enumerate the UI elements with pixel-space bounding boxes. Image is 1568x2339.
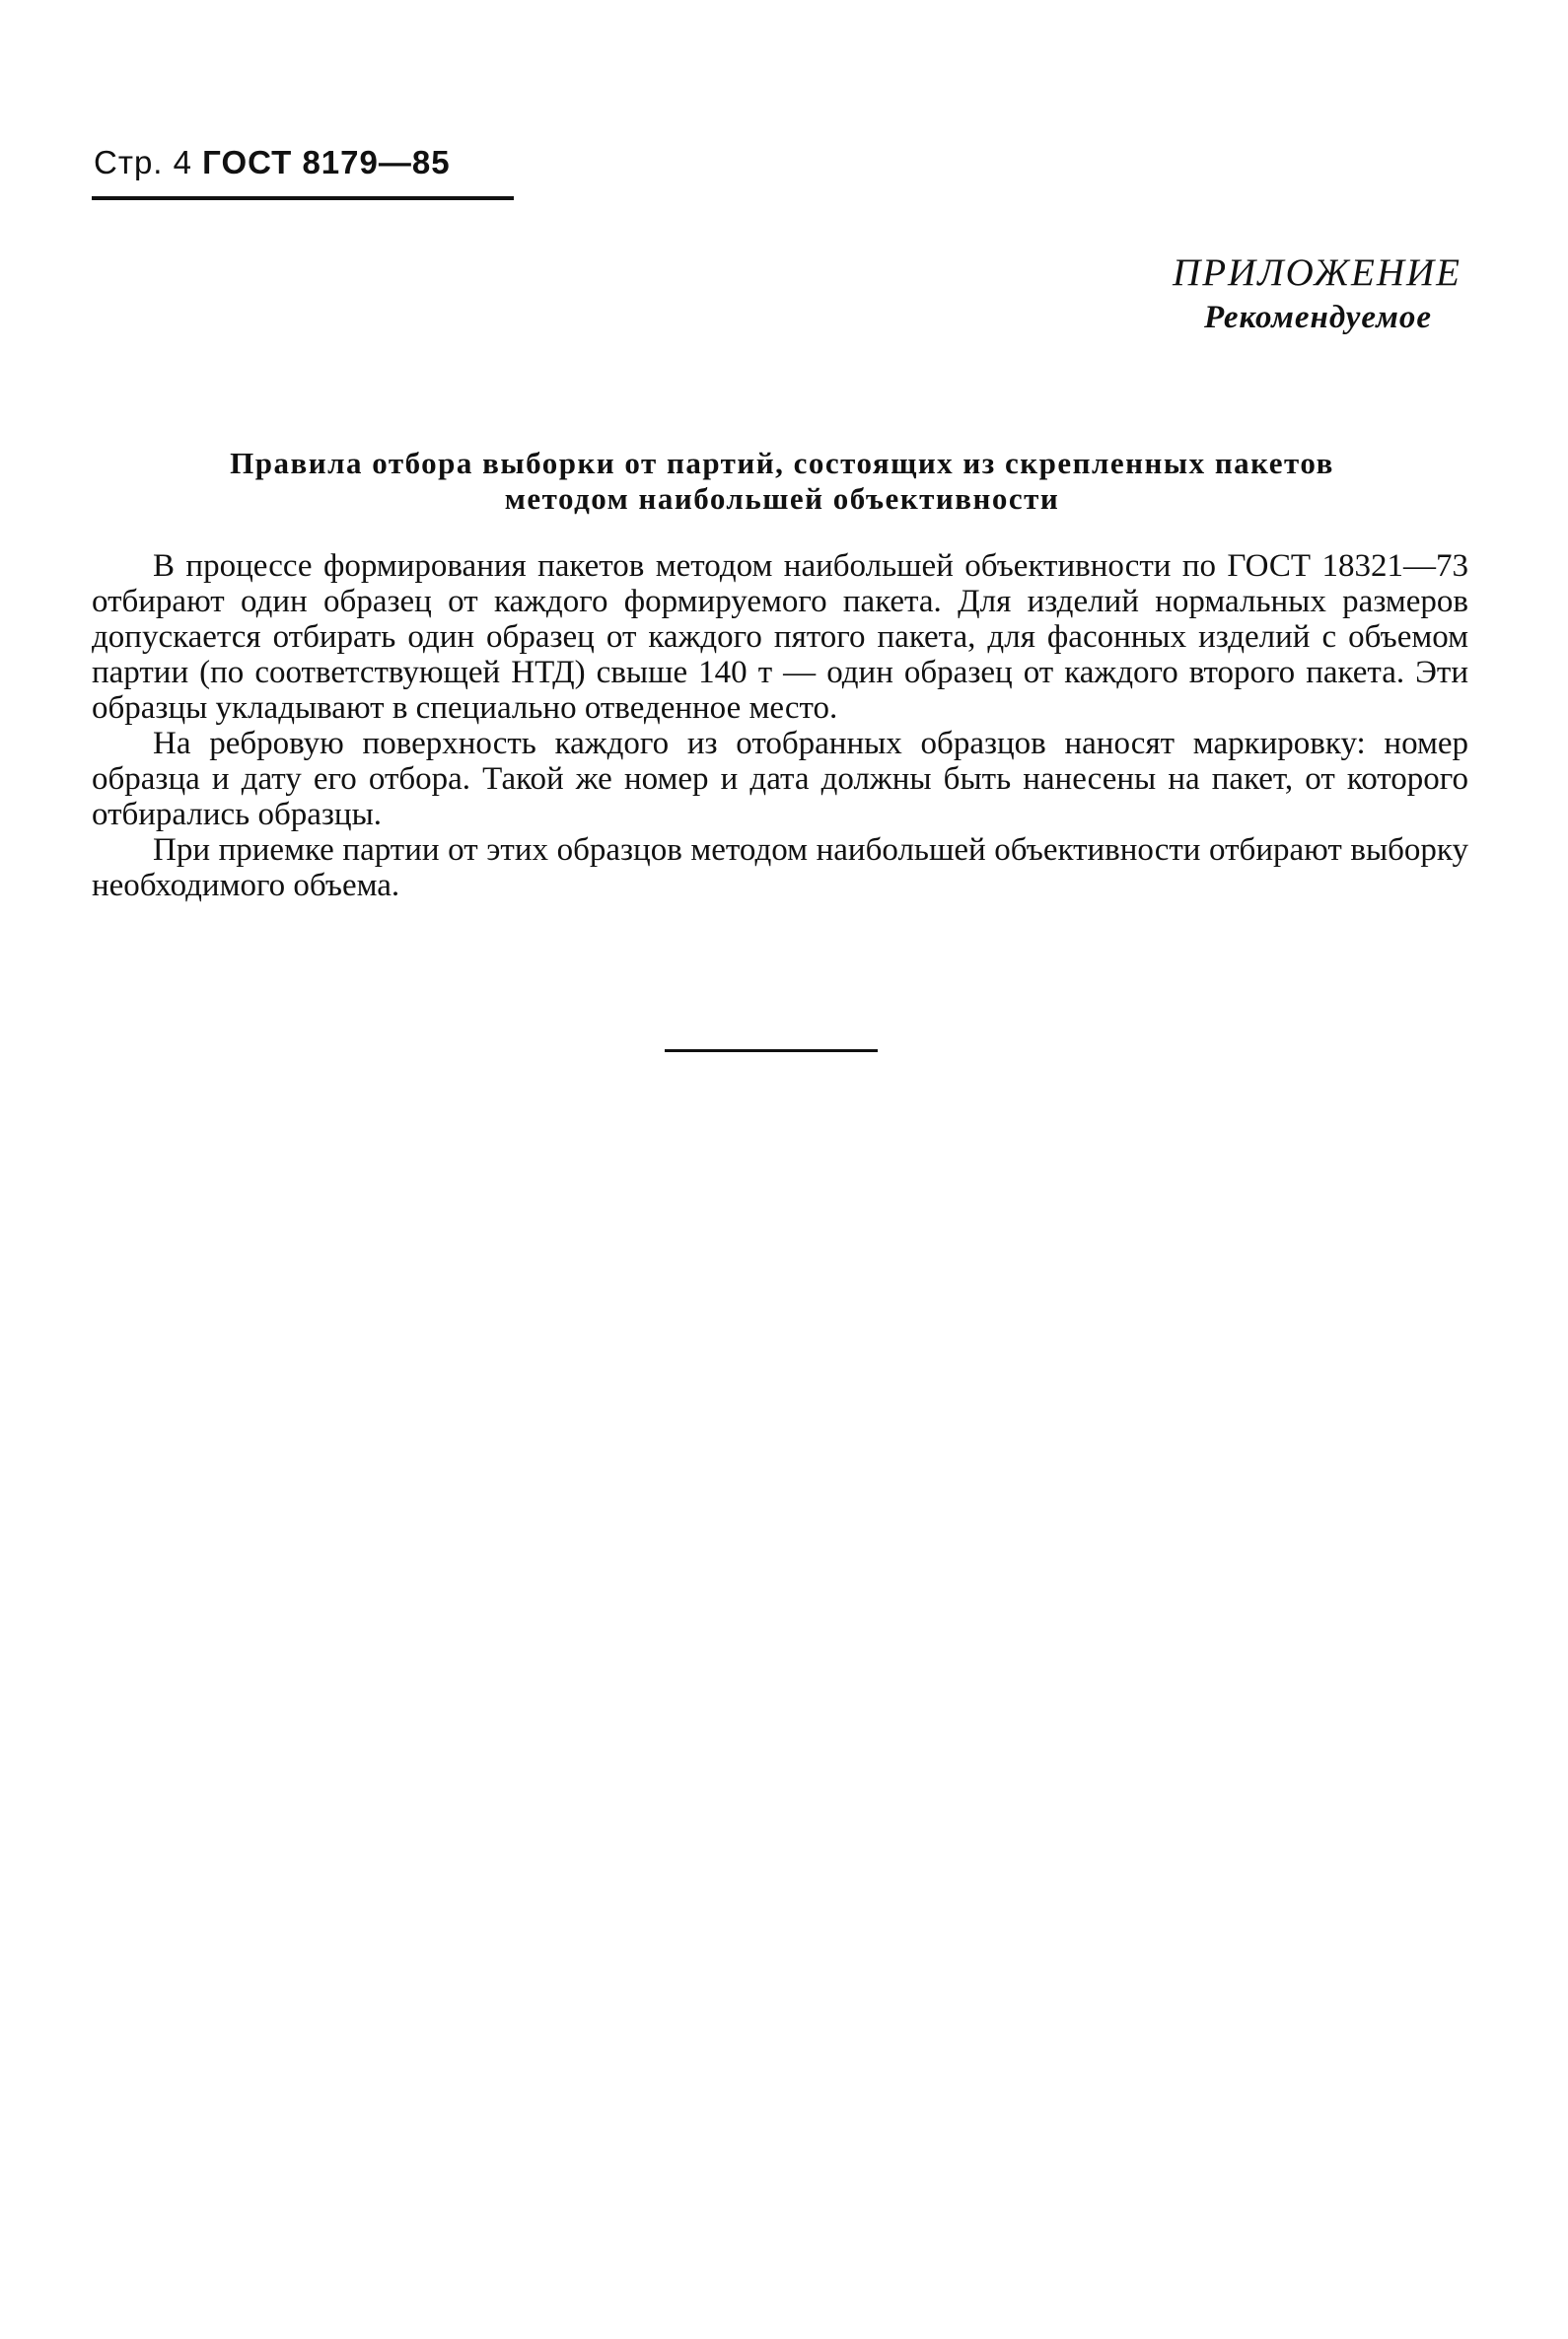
paragraph-1: В процессе формирования пакетов методом наибольшей объективности по ГОСТ 18321—73 отбирают один образец от каждого формируемого пакета. Для изделий нормальных размеров допускается отбирать один образец от каждого пятого пакета, для фасонных изделий с объемом партии (по соответствующей НТД) свыше 140 т — один образец от каждого второго пакета. Эти образцы укладывают в специально отведенное место. bbox=[92, 548, 1468, 726]
section-title bbox=[92, 446, 1472, 517]
appendix-status: Рекомендуемое bbox=[1203, 300, 1432, 335]
paragraph-3: При приемке партии от этих образцов методом наибольшей объективности отбирают выборку необходимого объема. bbox=[92, 832, 1468, 903]
body-text bbox=[92, 548, 1468, 903]
running-head bbox=[94, 144, 451, 181]
section-title-line-2: методом наибольшей объективности bbox=[504, 481, 1060, 516]
paragraph-2: На ребровую поверхность каждого из отобранных образцов наносят маркировку: номер образца и дату его отбора. Такой же номер и дата должны быть нанесены на пакет, от которого отбирались образцы. bbox=[92, 726, 1468, 832]
end-rule bbox=[665, 1049, 878, 1052]
header-rule bbox=[92, 196, 514, 200]
section-title-line-1: Правила отбора выборки от партий, состоящих из скрепленных пакетов bbox=[230, 446, 1334, 480]
page-number: Стр. 4 bbox=[94, 144, 192, 180]
appendix-title: ПРИЛОЖЕНИЕ bbox=[1173, 251, 1461, 294]
standard-number: ГОСТ 8179—85 bbox=[202, 144, 451, 180]
